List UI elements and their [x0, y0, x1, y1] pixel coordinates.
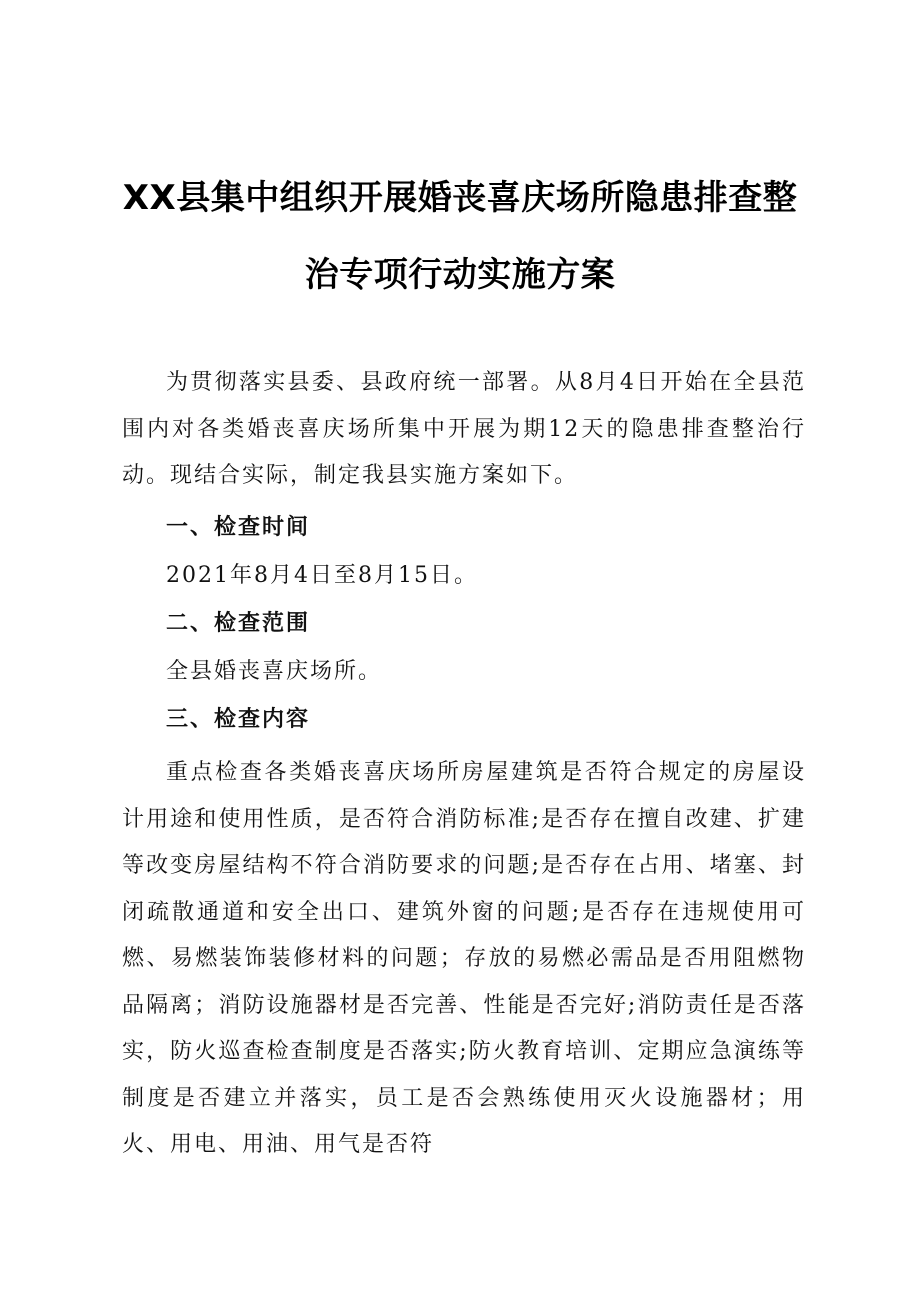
section-heading-inspection-time: 一、检查时间: [166, 515, 311, 540]
section-text-inspection-content: 重点检查各类婚丧喜庆场所房屋建筑是否符合规定的房屋设计用途和使用性质，是否符合消防标准;是否存在擅自改建、扩建等改变房屋结构不符合消防要求的问题;是否存在占用、堵塞、封闭疏散通道和安全出口、建筑外窗的问题;是否存在违规使用可燃、易燃装饰装修材料的问题；存放的易燃必需品是否用阻燃物品隔离；消防设施器材是否完善、性能是否完好;消防责任是否落实，防火巡查检查制度是否落实;防火教育培训、定期应急演练等制度是否建立并落实，员工是否会熟练使用灭火设施器材；用火、用电、用油、用气是否符: [122, 760, 806, 1157]
document-title-line-1: XX县集中组织开展婚丧喜庆场所隐患排查整: [122, 178, 798, 218]
intro-paragraph: 为贯彻落实县委、县政府统一部署。从8月4日开始在全县范围内对各类婚丧喜庆场所集中开展为期12天的隐患排查整治行动。现结合实际，制定我县实施方案如下。: [122, 370, 806, 488]
document-title-line-2: 治专项行动实施方案: [304, 255, 616, 295]
section-text-inspection-time: 2021年8月4日至8月15日。: [166, 563, 478, 588]
section-heading-inspection-content: 三、检查内容: [166, 707, 311, 732]
section-heading-inspection-scope: 二、检查范围: [166, 611, 311, 636]
section-text-inspection-scope: 全县婚丧喜庆场所。: [166, 659, 383, 684]
